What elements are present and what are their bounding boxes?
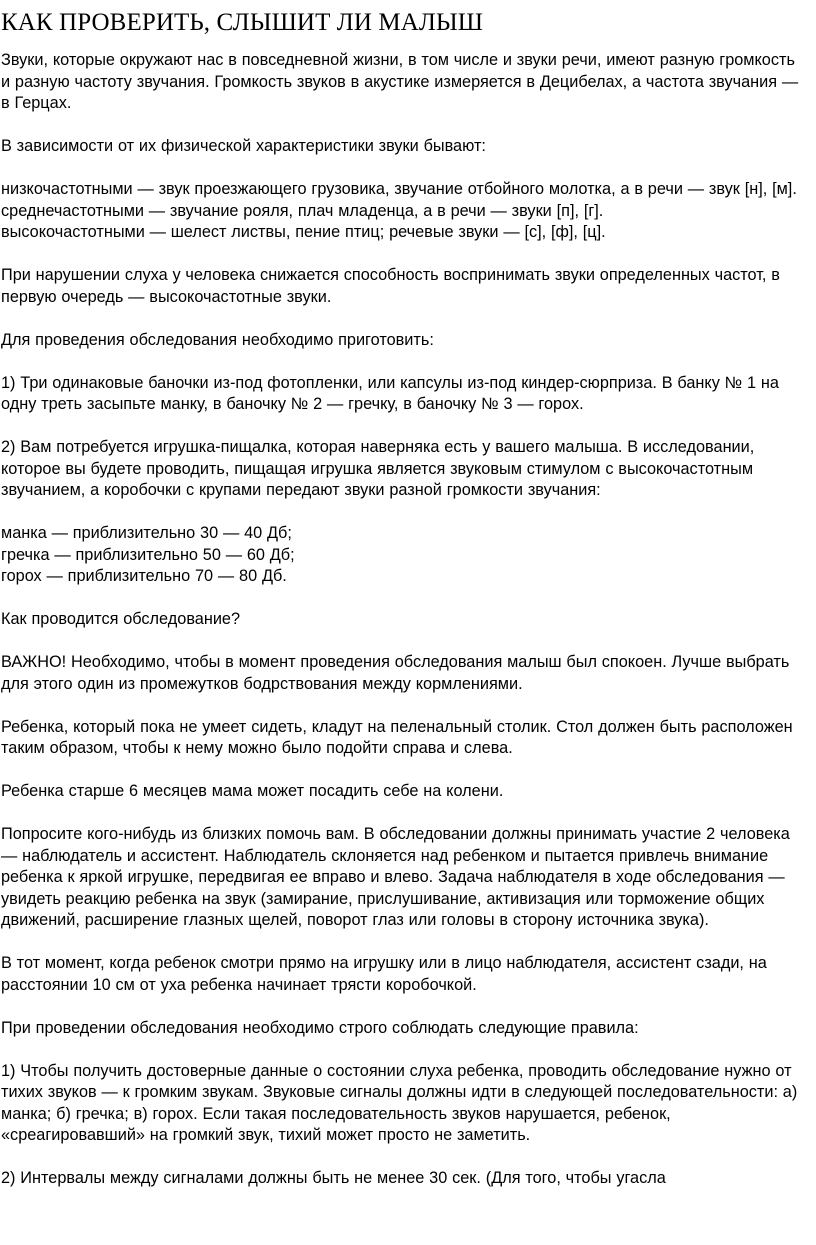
sound-types-list — [1, 179, 802, 244]
spacer — [1, 760, 802, 782]
list-item: горох — приблизительно 70 — 80 Дб. — [1, 567, 287, 585]
spacer — [1, 244, 802, 266]
prep-step-2: 2) Вам потребуется игрушка-пищалка, которая наверняка есть у вашего малыша. В исследовании, которое вы будете проводить, пищащая игрушка является звуковым стимулом с высокочастотным звучанием, а коробочки с крупами передают звуки разной громкости звучания: — [1, 438, 755, 499]
helpers-paragraph: Попросите кого-нибудь из близких помочь вам. В обследовании должны принимать участие 2 человека — наблюдатель и ассистент. Наблюдатель склоняется над ребенком и пытается привлечь внимание ребенка к яркой игрушке, передвигая ее вправо и влево. Задача наблюдателя в ходе обследования — увидеть реакцию ребенка на звук (замирание, прислушивание, активизация или торможение общих движений, расширение глазных щелей, поворот глаз или головы в сторону источника звука). — [1, 825, 790, 929]
spacer — [1, 932, 802, 954]
infant-paragraph: Ребенка, который пока не умеет сидеть, кладут на пеленальный столик. Стол должен быть расположен таким образом, чтобы к нему можно было подойти справа и слева. — [1, 717, 793, 757]
volume-list — [1, 523, 802, 588]
list-item: манка — приблизительно 30 — 40 Дб; — [1, 524, 292, 542]
page-title: КАК ПРОВЕРИТЬ, СЛЫШИТ ЛИ МАЛЫШ — [1, 9, 484, 36]
list-item: низкочастотными — звук проезжающего грузовика, звучание отбойного молотка, а в речи — звук [н], [м]. — [1, 180, 797, 198]
spacer — [1, 416, 802, 438]
rules-heading: При проведении обследования необходимо строго соблюдать следующие правила: — [1, 1018, 639, 1037]
hearing-loss-paragraph: При нарушении слуха у человека снижается способность воспринимать звуки определенных частот, в первую очередь — высокочастотные звуки. — [1, 266, 780, 306]
moment-paragraph: В тот момент, когда ребенок смотри прямо на игрушку или в лицо наблюдателя, ассистент сзади, на расстоянии 10 см от уха ребенка начинает трясти коробочкой. — [1, 954, 767, 994]
types-heading: В зависимости от их физической характеристики звуки бывают: — [1, 137, 486, 155]
spacer — [1, 308, 802, 330]
intro-paragraph: Звуки, которые окружают нас в повседневной жизни, в том числе и звуки речи, имеют разную громкость и разную частоту звучания. Громкость звуков в акустике измеряется в Децибелах, а частота звучания — в Герцах. — [1, 51, 799, 112]
how-heading: Как проводится обследование? — [1, 610, 241, 628]
spacer — [1, 695, 802, 717]
rule-1: 1) Чтобы получить достоверные данные о состоянии слуха ребенка, проводить обследование нужно от тихих звуков — к громким звукам. Звуковые сигналы должны идти в следующей последовательности: а) манка; б) гречка; в) горох. Если такая последовательность звуков нарушается, ребенок, «среагировавший» на громкий звук, тихий может просто не заметить. — [1, 1061, 798, 1144]
older-paragraph: Ребенка старше 6 месяцев мама может посадить себе на колени. — [1, 782, 504, 800]
spacer — [1, 996, 802, 1018]
prep-heading: Для проведения обследования необходимо приготовить: — [1, 330, 434, 349]
spacer — [1, 631, 802, 653]
spacer — [1, 40, 802, 50]
spacer — [1, 1039, 802, 1061]
list-item: гречка — приблизительно 50 — 60 Дб; — [1, 545, 295, 564]
spacer — [1, 1147, 802, 1169]
spacer — [1, 351, 802, 373]
important-paragraph: ВАЖНО! Необходимо, чтобы в момент проведения обследования малыш был спокоен. Лучше выбрать для этого один из промежутков бодрствования между кормлениями. — [1, 653, 790, 693]
spacer — [1, 803, 802, 825]
spacer — [1, 588, 802, 610]
rule-2: 2) Интервалы между сигналами должны быть не менее 30 сек. (Для того, чтобы угасла — [1, 1169, 666, 1187]
spacer — [1, 502, 802, 524]
prep-step-1: 1) Три одинаковые баночки из-под фотопленки, или капсулы из-под киндер-сюрприза. В банку № 1 на одну треть засыпьте манку, в баночку № 2 — гречку, в баночку № 3 — горох. — [1, 373, 779, 413]
list-item: среднечастотными — звучание рояля, плач младенца, а в речи — звуки [п], [г]. — [1, 201, 604, 220]
list-item: высокочастотными — шелест листвы, пение птиц; речевые звуки — [с], [ф], [ц]. — [1, 223, 606, 241]
spacer — [1, 158, 802, 180]
spacer — [1, 115, 802, 137]
